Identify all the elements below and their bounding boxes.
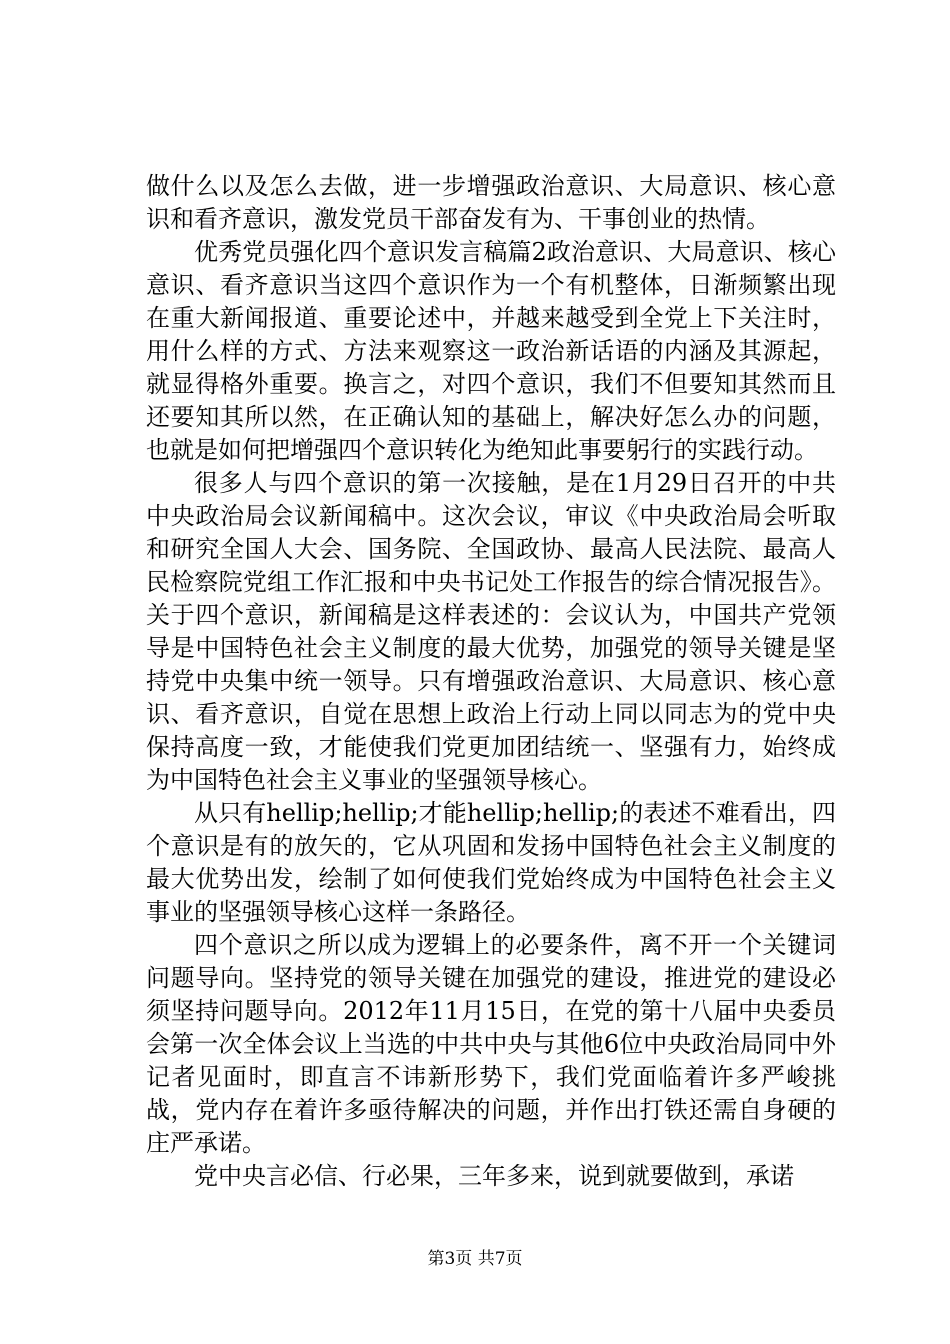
document-body — [146, 170, 836, 1193]
paragraph: 从只有hellip;hellip;才能hellip;hellip;的表述不难看出，四个意识是有的放矢的，它从巩固和发扬中国特色社会主义制度的最大优势出发，绘制了如何使我们党始终成为中国特色社会主义事业的坚强领导核心这样一条路径。 — [146, 799, 836, 926]
paragraph: 四个意识之所以成为逻辑上的必要条件，离不开一个关键词问题导向。坚持党的领导关键在加强党的建设，推进党的建设必须坚持问题导向。2012年11月15日，在党的第十八届中央委员会第一次全体会议上当选的中共中央与其他6位中央政治局同中外记者见面时，即直言不讳新形势下，我们党面临着许多严峻挑战，党内存在着许多亟待解决的问题，并作出打铁还需自身硬的庄严承诺。 — [146, 931, 836, 1157]
paragraph: 很多人与四个意识的第一次接触，是在1月29日召开的中共中央政治局会议新闻稿中。这次会议，审议《中央政治局会听取和研究全国人大会、国务院、全国政协、最高人民法院、最高人民检察院党组工作汇报和中央书记处工作报告的综合情况报告》。关于四个意识，新闻稿是这样表述的：会议认为，中国共产党领导是中国特色社会主义制度的最大优势，加强党的领导关键是坚持党中央集中统一领导。只有增强政治意识、大局意识、核心意识、看齐意识，自觉在思想上政治上行动上同以同志为的党中央保持高度一致，才能使我们党更加团结统一、坚强有力，始终成为中国特色社会主义事业的坚强领导核心。 — [146, 469, 836, 794]
paragraph: 党中央言必信、行必果，三年多来，说到就要做到，承诺 — [194, 1162, 794, 1190]
paragraph: 优秀党员强化四个意识发言稿篇2政治意识、大局意识、核心意识、看齐意识当这四个意识作为一个有机整体，日渐频繁出现在重大新闻报道、重要论述中，并越来越受到全党上下关注时，用什么样的方式、方法来观察这一政治新话语的内涵及其源起，就显得格外重要。换言之，对四个意识，我们不但要知其然而且还要知其所以然，在正确认知的基础上，解决好怎么办的问题，也就是如何把增强四个意识转化为绝知此事要躬行的实践行动。 — [146, 238, 836, 464]
page-number-footer: 第3页 共7页 — [427, 1249, 523, 1269]
paragraph-continuation: 做什么以及怎么去做，进一步增强政治意识、大局意识、核心意识和看齐意识，激发党员干部奋发有为、干事创业的热情。 — [146, 172, 836, 233]
